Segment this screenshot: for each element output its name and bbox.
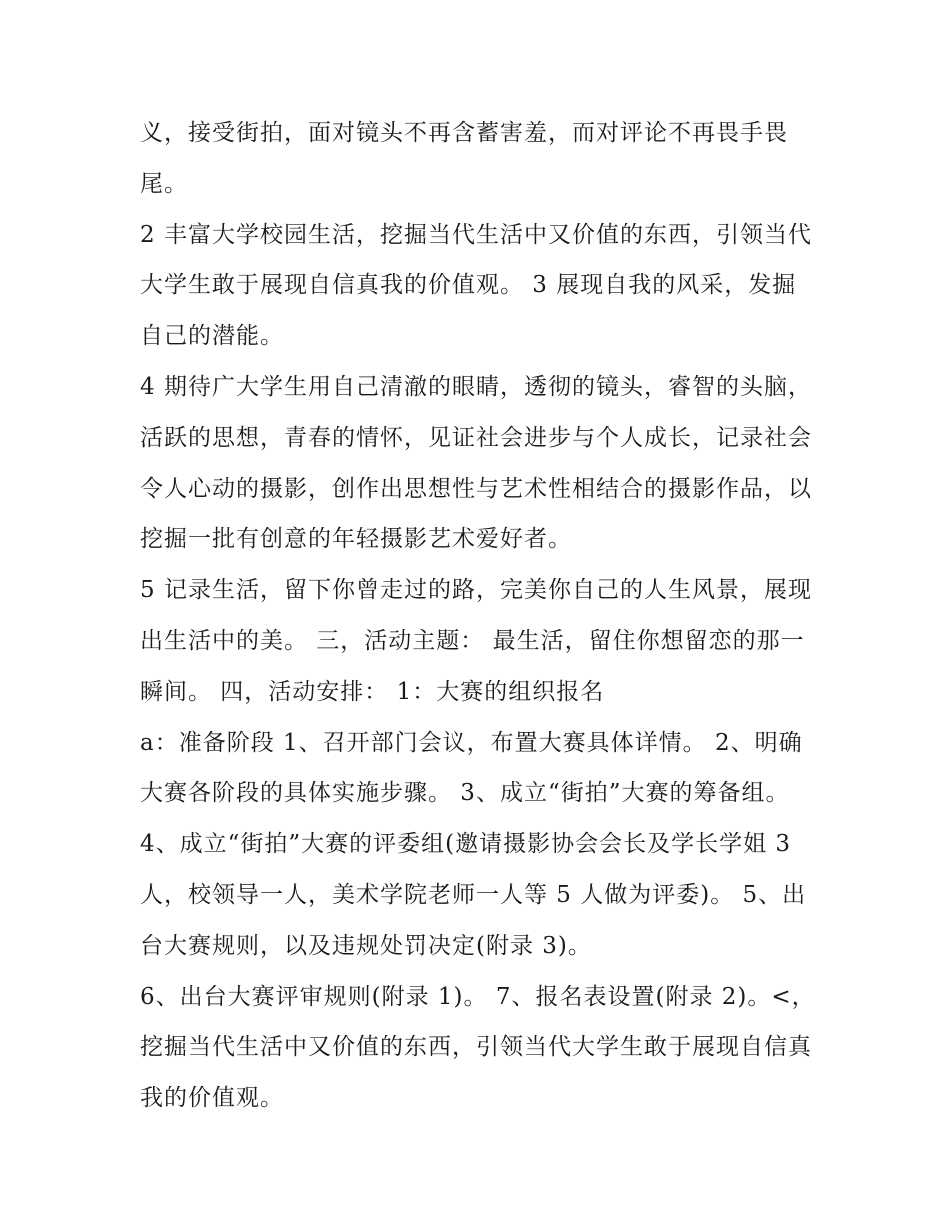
paragraph-2: 2 丰富大学校园生活，挖掘当代生活中又价值的东西，引领当代大学生敢于展现自信真我的价值观。 3 展现自我的风采，发掘自己的潜能。 — [140, 221, 812, 350]
paragraph-3: 4 期待广大学生用自己清澈的眼睛，透彻的镜头，睿智的头脑，活跃的思想，青春的情怀，见证社会进步与个人成长，记录社会令人心动的摄影，创作出思想性与艺术性相结合的摄影作品，以挖掘一批有创意的年轻摄影艺术爱好者。 — [140, 373, 812, 553]
paragraph-1: 义，接受街拍，面对镜头不再含蓄害羞，而对评论不再畏手畏尾。 — [140, 120, 788, 197]
paragraph-4: 5 记录生活，留下你曾走过的路，完美你自己的人生风景，展现出生活中的美。 三，活动主题： 最生活，留住你想留恋的那一瞬间。 四，活动安排： 1：大赛的组织报名 — [140, 577, 812, 705]
paragraph-7: 6、出台大赛评审规则(附录 1)。 7、报名表设置(附录 2)。<，挖掘当代生活中又价值的东西，引领当代大学生敢于展现自信真我的价值观。 — [140, 983, 816, 1112]
paragraph-5: a：准备阶段 1、召开部门会议，布置大赛具体详情。 2、明确大赛各阶段的具体实施步骤。 3、成立“街拍”大赛的筹备组。 — [140, 729, 803, 807]
paragraph-6: 4、成立“街拍”大赛的评委组(邀请摄影协会会长及学长学姐 3 人，校领导一人，美术学院老师一人等 5 人做为评委)。 5、出台大赛规则，以及违规处罚决定(附录 3)。 — [140, 831, 807, 959]
document-body — [140, 108, 820, 1124]
